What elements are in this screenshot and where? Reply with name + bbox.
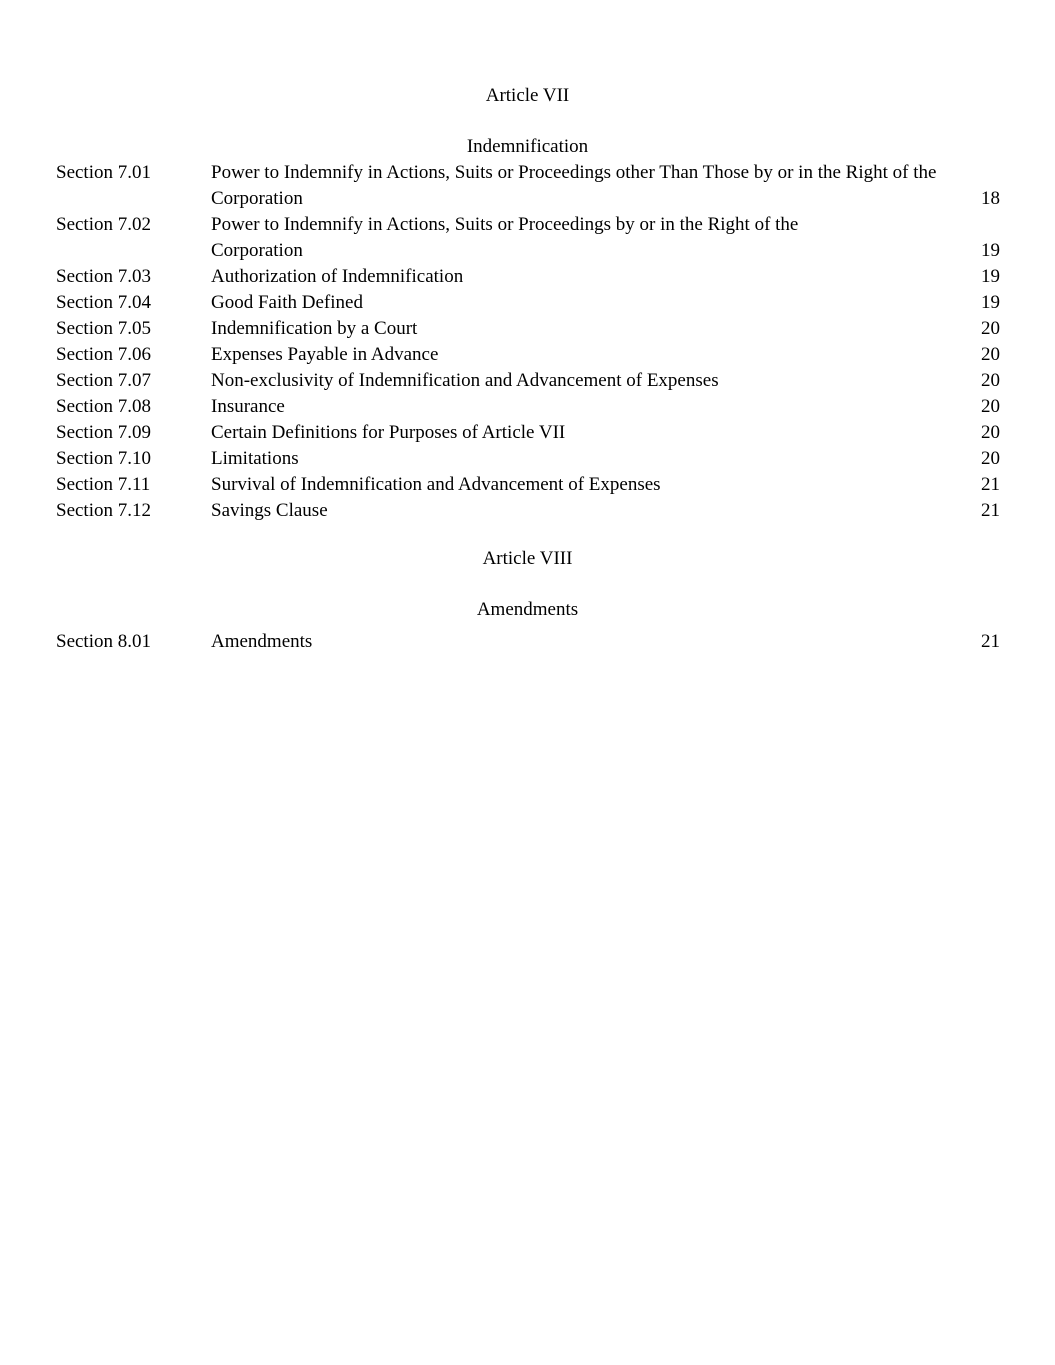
toc-entry bbox=[56, 498, 1000, 524]
page-number: 20 bbox=[981, 318, 1000, 339]
page-number: 20 bbox=[981, 344, 1000, 365]
toc-entry bbox=[56, 446, 1000, 472]
section-number: Section 7.01 bbox=[56, 162, 151, 183]
section-number: Section 7.11 bbox=[56, 474, 151, 495]
section-title: Insurance bbox=[211, 396, 285, 417]
toc-entry bbox=[56, 264, 1000, 290]
page-number: 19 bbox=[981, 292, 1000, 313]
page-number: 19 bbox=[981, 266, 1000, 287]
section-number: Section 7.08 bbox=[56, 396, 151, 417]
page-number: 21 bbox=[981, 474, 1000, 495]
page-number: 18 bbox=[981, 188, 1000, 209]
section-title: Authorization of Indemnification bbox=[211, 266, 464, 287]
section-number: Section 8.01 bbox=[56, 631, 151, 652]
section-title: Expenses Payable in Advance bbox=[211, 344, 439, 365]
section-title: Power to Indemnify in Actions, Suits or Proceedings by or in the Right of the Corporation bbox=[211, 214, 799, 261]
section-number: Section 7.09 bbox=[56, 422, 151, 443]
page-number: 20 bbox=[981, 422, 1000, 443]
toc-entry bbox=[56, 420, 1000, 446]
section-number: Section 7.05 bbox=[56, 318, 151, 339]
toc-entry bbox=[56, 160, 1000, 212]
section-number: Section 7.07 bbox=[56, 370, 151, 391]
section-number: Section 7.06 bbox=[56, 344, 151, 365]
section-number: Section 7.10 bbox=[56, 448, 151, 469]
section-title: Non-exclusivity of Indemnification and Advancement of Expenses bbox=[211, 370, 719, 391]
toc-entry bbox=[56, 368, 1000, 394]
article-subject: Indemnification bbox=[466, 136, 589, 157]
page-number: 20 bbox=[981, 448, 1000, 469]
section-title: Certain Definitions for Purposes of Article VII bbox=[211, 422, 566, 443]
section-number: Section 7.02 bbox=[56, 214, 151, 235]
section-title: Indemnification by a Court bbox=[211, 318, 418, 339]
toc-entry bbox=[56, 290, 1000, 316]
toc-entry bbox=[56, 629, 1000, 655]
article-heading: Article VIII bbox=[482, 548, 573, 569]
toc-entry bbox=[56, 472, 1000, 498]
toc-entry bbox=[56, 394, 1000, 420]
section-title: Survival of Indemnification and Advancement of Expenses bbox=[211, 474, 661, 495]
section-title: Good Faith Defined bbox=[211, 292, 363, 313]
toc-entry bbox=[56, 212, 1000, 264]
section-title: Limitations bbox=[211, 448, 299, 469]
section-number: Section 7.04 bbox=[56, 292, 151, 313]
page-number: 19 bbox=[981, 240, 1000, 261]
section-title: Savings Clause bbox=[211, 500, 328, 521]
article-subject: Amendments bbox=[476, 599, 579, 620]
section-number: Section 7.12 bbox=[56, 500, 151, 521]
toc-list-article-viii bbox=[56, 629, 1000, 655]
page-number: 21 bbox=[981, 631, 1000, 652]
toc-entry bbox=[56, 316, 1000, 342]
page-number: 21 bbox=[981, 500, 1000, 521]
toc-list-article-vii bbox=[56, 160, 1000, 524]
page-number: 20 bbox=[981, 370, 1000, 391]
page-number: 20 bbox=[981, 396, 1000, 417]
toc-entry bbox=[56, 342, 1000, 368]
section-title: Power to Indemnify in Actions, Suits or Proceedings other Than Those by or in the Right of the Corporation bbox=[211, 162, 937, 209]
article-heading: Article VII bbox=[485, 85, 570, 106]
section-number: Section 7.03 bbox=[56, 266, 151, 287]
section-title: Amendments bbox=[211, 631, 313, 652]
